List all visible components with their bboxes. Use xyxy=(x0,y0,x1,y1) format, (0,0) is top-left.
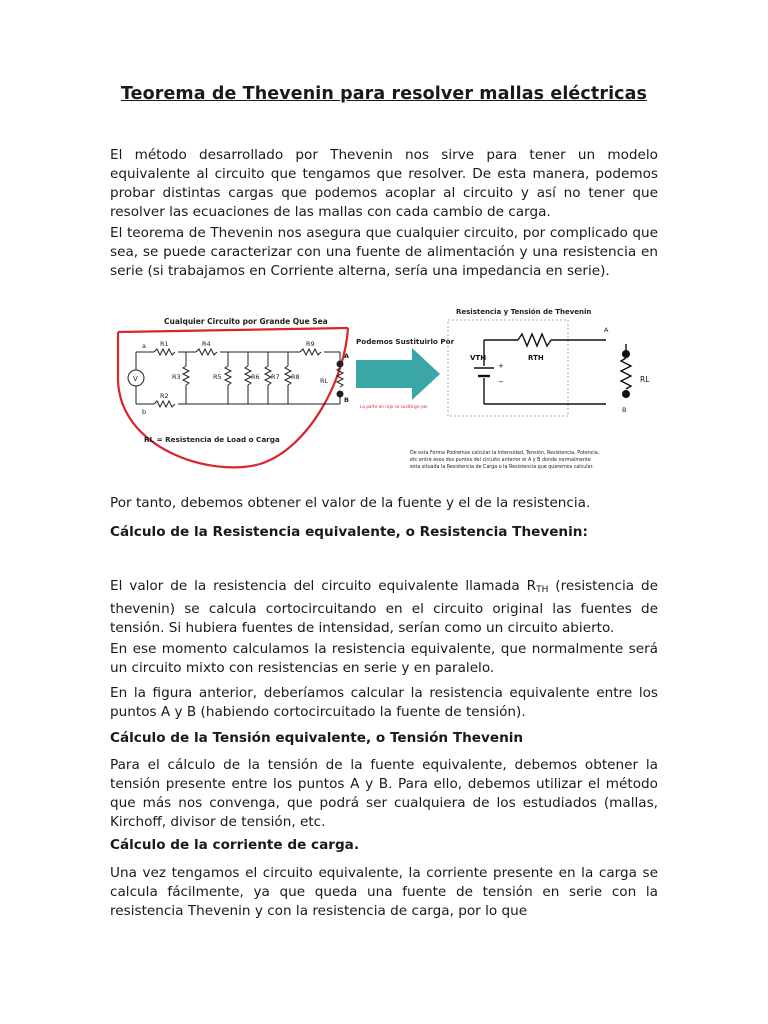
label-r9: R9 xyxy=(306,340,315,348)
resistor-right-rl xyxy=(621,358,631,389)
dashed-box xyxy=(448,320,568,416)
source-label: V xyxy=(133,375,138,383)
heading-corriente: Cálculo de la corriente de carga. xyxy=(110,837,360,853)
paragraph-equivalent: En ese momento calculamos la resistencia equivalente, que normalmente será un circuito mixto con resistencias en serie y en paralelo. xyxy=(110,641,658,676)
terminal-a-dot xyxy=(337,361,344,368)
label-r5: R5 xyxy=(213,373,222,381)
label-b: b xyxy=(142,408,147,416)
resistor-r3 xyxy=(183,366,189,385)
paragraph-tension: Para el cálculo de la tensión de la fuente equivalente, debemos obtener la tensión presente entre los puntos A y B. Para ello, debemos utilizar el método que más nos convenga, que podrá ser cualquiera de los estudiados (mallas, Kirchoff, divisor de tensión, etc. xyxy=(110,757,658,830)
paragraph-theorem: El teorema de Thevenin nos asegura que cualquier circuito, por complicado que sea, se puede caracterizar con una fuente de alimentación y una resistencia en serie (si trabajamos en Corriente alterna, sería una impedancia en serie). xyxy=(110,225,658,279)
figure-caption-line-2: etc entre esos dos puntos del circuito anterior el A y B donde normalmente xyxy=(410,458,591,463)
paragraph-rth-part-2: (resistencia de thevenin) se calcula cortocircuitando en el circuito original las fuentes de tensión. Si hubiera fuentes de intensidad, serían como un circuito abierto. xyxy=(110,578,658,636)
right-terminal-b-dot xyxy=(622,390,630,398)
label-terminal-a: A xyxy=(344,352,350,360)
red-boundary-top xyxy=(118,328,348,332)
heading-resistencia: Cálculo de la Resistencia equivalente, o Resistencia Thevenin: xyxy=(110,524,588,540)
label-right-b: B xyxy=(622,406,627,414)
label-r2: R2 xyxy=(160,392,169,400)
label-r8: R8 xyxy=(291,373,300,381)
resistor-r1 xyxy=(154,349,175,355)
resistor-r5 xyxy=(225,366,231,385)
label-r6: R6 xyxy=(251,373,260,381)
rl-caption: RL = Resistencia de Load o Carga xyxy=(144,435,280,444)
thevenin-equivalent-diagram xyxy=(410,308,650,470)
original-circuit-diagram xyxy=(118,317,349,467)
label-r3: R3 xyxy=(172,373,181,381)
label-a: a xyxy=(142,342,146,350)
figure-caption-line-1: De esta Forma Podremos calcular la Intensidad, Tensión, Resistencia, Potencia, xyxy=(410,451,600,456)
left-title: Cualquier Circuito por Grande Que Sea xyxy=(164,317,328,326)
terminal-b-dot xyxy=(337,391,344,398)
resistor-r2 xyxy=(154,401,175,407)
label-vth: VTH xyxy=(470,354,487,362)
thevenin-figure xyxy=(110,298,658,484)
document-title: Teorema de Thevenin para resolver mallas eléctricas xyxy=(120,84,648,104)
figure-caption-line-3: esta situada la Resistencia de Carga o la Resistencia que queremos calcular. xyxy=(410,465,594,470)
label-r4: R4 xyxy=(202,340,211,348)
teal-arrow-icon xyxy=(356,348,440,400)
label-r1: R1 xyxy=(160,340,169,348)
substitution-arrow xyxy=(356,337,455,409)
label-right-rl: RL xyxy=(640,375,650,384)
label-minus: − xyxy=(498,378,504,386)
label-rl: RL xyxy=(320,377,329,385)
heading-tension: Cálculo de la Tensión equivalente, o Tensión Thevenin xyxy=(110,730,524,746)
right-title: Resistencia y Tensión de Thevenin xyxy=(456,308,592,316)
resistor-r4 xyxy=(196,349,217,355)
right-terminal-a-dot xyxy=(622,350,630,358)
resistor-r9 xyxy=(300,349,321,355)
paragraph-corriente: Una vez tengamos el circuito equivalente, la corriente presente en la carga se calcula fácilmente, ya que queda una fuente de tensión en serie con la resistencia Thevenin y con la resistencia de carga, por lo que xyxy=(110,865,658,919)
label-plus: + xyxy=(498,362,504,370)
paragraph-rth xyxy=(110,577,658,638)
red-note: La parte en rojo se sustituye por xyxy=(360,404,429,409)
resistor-rth xyxy=(518,334,551,346)
label-right-a: A xyxy=(604,326,609,334)
label-rth: RTH xyxy=(528,354,544,362)
label-terminal-b: B xyxy=(344,396,349,404)
red-boundary xyxy=(118,328,348,467)
paragraph-intro: El método desarrollado por Thevenin nos sirve para tener un modelo equivalente al circuito que tengamos que resolver. De esta manera, podemos probar distintas cargas que podemos acoplar al circuito y así no tener que resolver las ecuaciones de las mallas con cada cambio de carga. xyxy=(110,147,658,220)
label-r7: R7 xyxy=(271,373,280,381)
arrow-label: Podemos Sustituirlo Por xyxy=(356,337,455,346)
paragraph-conclusion: Por tanto, debemos obtener el valor de la fuente y el de la resistencia. xyxy=(110,495,591,511)
paragraph-figure-ref: En la figura anterior, deberíamos calcular la resistencia equivalente entre los puntos A y B (habiendo cortocircuitado la fuente de tensión). xyxy=(110,685,658,720)
paragraph-rth-part-1: El valor de la resistencia del circuito equivalente llamada R xyxy=(110,578,537,594)
rth-subscript: TH xyxy=(536,585,549,595)
